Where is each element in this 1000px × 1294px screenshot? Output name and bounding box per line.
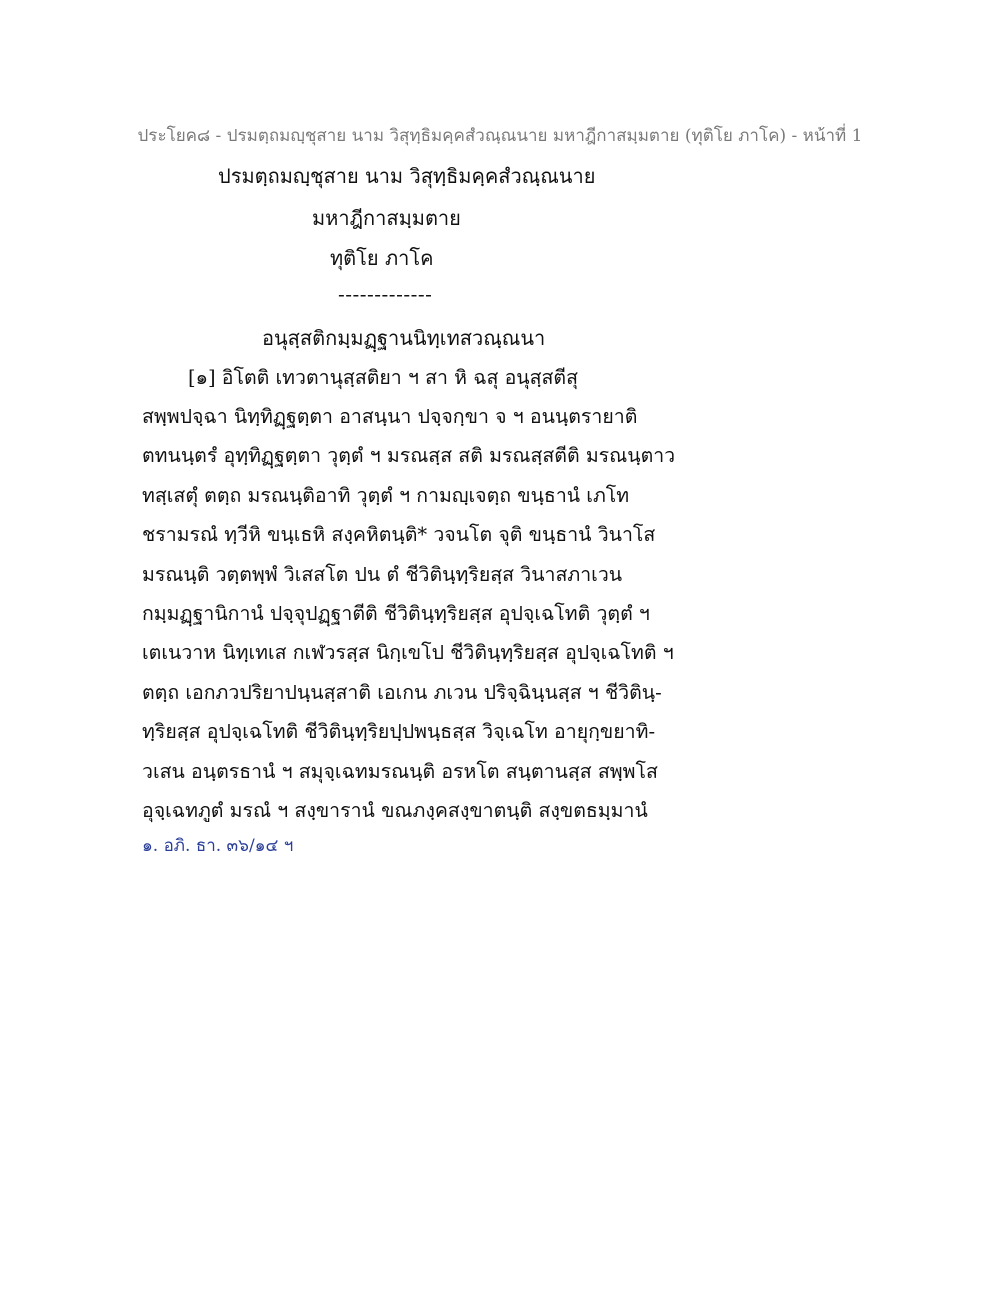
- body-line: ทสฺเสตุํ ตตฺถ มรณนฺติอาทิ วุตฺตํ ฯ กามญฺเจตฺถ ขนฺธานํ เภโท: [142, 484, 630, 507]
- body-line: อุจฺเฉทภูตํ มรณํ ฯ สงฺขารานํ ขณภงฺคสงฺขาตนฺติ สงฺขตธมฺมานํ: [142, 799, 648, 822]
- body-line: ชรามรณํ ทฺวีหิ ขนฺเธหิ สงฺคหิตนฺติ* วจนโต จุติ ขนฺธานํ วินาโส: [142, 523, 656, 546]
- title-separator: -------------: [338, 282, 433, 306]
- section-heading: อนุสฺสติกมฺมฏฺฐานนิทฺเทสวณฺณนา: [262, 326, 546, 350]
- body-line: วเสน อนฺตรธานํ ฯ สมุจฺเฉทมรณนฺติ อรหโต สนฺตานสฺส สพฺพโส: [142, 760, 658, 783]
- title-line-3: ทุติโย ภาโค: [330, 246, 434, 270]
- body-line: ตทนนฺตรํ อุทฺทิฏฺฐตฺตา วุตฺตํ ฯ มรณสฺส สติ มรณสฺสตีติ มรณนฺตาว: [142, 444, 676, 467]
- title-line-1: ปรมตฺถมญฺชุสาย นาม วิสุทฺธิมคฺคสํวณฺณนาย: [218, 164, 596, 188]
- body-line: ทฺริยสฺส อุปจฺเฉโทติ ชีวิตินฺทฺริยปฺปพนฺธสฺส วิจฺเฉโท อายุกฺขยาทิ-: [142, 720, 656, 743]
- footnote: ๑. อภิ. ธา. ๓๖/๑๔ ฯ: [142, 836, 294, 856]
- running-header: ประโยค๘ - ปรมตฺถมญฺชุสาย นาม วิสุทฺธิมคฺคสํวณฺณนาย มหาฎีกาสมฺมตาย (ทุติโย ภาโค) - หน้าที่ 1: [137, 126, 863, 146]
- body-line: ตตฺถ เอกภวปริยาปนฺนสฺสาติ เอเกน ภเวน ปริจฺฉินฺนสฺส ฯ ชีวิตินฺ-: [142, 681, 662, 704]
- body-line: กมฺมฏฺฐานิกานํ ปจฺจุปฏฺฐาตีติ ชีวิตินฺทฺริยสฺส อุปจฺเฉโทติ วุตฺตํ ฯ: [142, 602, 650, 625]
- body-line: มรณนฺติ วตฺตพฺพํ วิเสสโต ปน ตํ ชีวิตินฺทฺริยสฺส วินาสภาเวน: [142, 563, 623, 586]
- body-line: [๑] อิโตติ เทวตานุสฺสติยา ฯ สา หิ ฉสุ อนุสฺสตีสุ: [188, 366, 578, 389]
- title-line-2: มหาฎีกาสมฺมตาย: [312, 206, 461, 230]
- body-line: สพฺพปจฺฉา นิทฺทิฏฺฐตฺตา อาสนฺนา ปจฺจกฺขา จ ฯ อนนฺตรายาติ: [142, 405, 638, 428]
- body-line: เตเนวาห นิทฺเทเส กเฬวรสฺส นิกฺเขโป ชีวิตินฺทฺริยสฺส อุปจฺเฉโทติ ฯ: [142, 641, 674, 664]
